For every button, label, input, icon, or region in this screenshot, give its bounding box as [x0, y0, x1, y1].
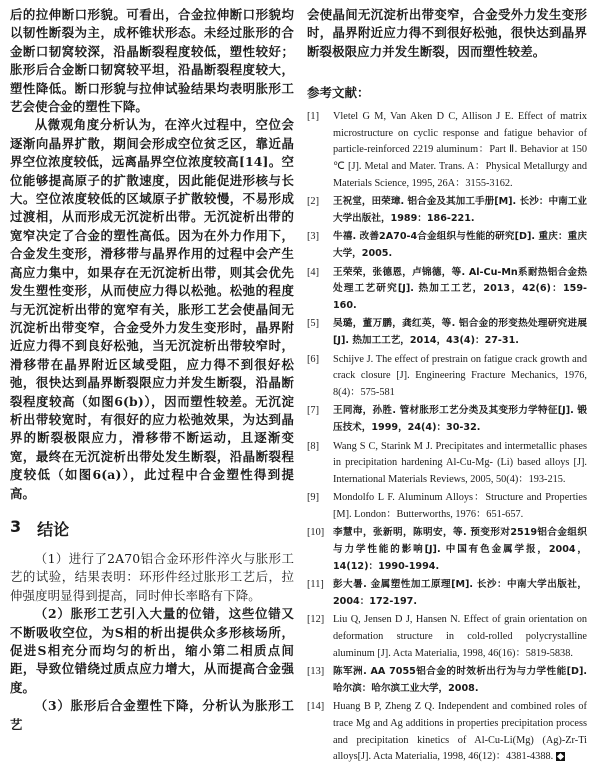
- section-number: 3: [10, 516, 22, 536]
- reference-item: [307, 490, 587, 523]
- reference-item: [307, 229, 587, 262]
- reference-item: [307, 352, 587, 402]
- reference-item: [307, 316, 587, 349]
- reference-number: [9]: [307, 492, 320, 504]
- reference-text: Mondolfo L F. Aluminum Alloys：Structure and Properties [M]. London：Butterworths, 1976：651-657.: [333, 492, 587, 520]
- conclusion-item: （1）进行了2A70铝合金环形件淬火与胀形工艺的试验，结果表明：环形件经过胀形工艺后，拉伸强度明显得到提高，同时伸长率略有下降。: [10, 550, 294, 603]
- reference-text: Huang B P, Zheng Z Q. Independent and combined roles of trace Mg and Ag additions in properties precipitation process and precipitation kinetics of Al-Cu-Li(Mg) (Ag)-Zr-Ti alloys[J]. Acta Materialia, 1998, 46(12)：4381-4388.: [333, 701, 587, 763]
- reference-item: [307, 525, 587, 575]
- reference-number: [4]: [307, 266, 320, 278]
- conclusion-item: （2）胀形工艺引入大量的位错，这些位错又不断吸收空位，为S相的析出提供众多形核场所，促进S相充分而均匀的析出，缩小第二相质点间距，导致位错绕过质点应力增大，从而提高合金强度。: [10, 606, 294, 695]
- reference-text: 牛禧. 改善2A70-4合金组织与性能的研究[D]. 重庆：重庆大学，2005.: [333, 231, 587, 259]
- reference-text: 吴璐，董万鹏，龚红英，等. 铝合金的形变热处理研究进展[J]. 热加工工艺，2014，43(4)：27-31.: [333, 318, 587, 346]
- reference-text: 王祝堂，田荣璋. 铝合金及其加工手册[M]. 长沙：中南工业大学出版社，1989：186-221.: [333, 196, 587, 224]
- conclusion-item: （3）胀形后合金塑性下降，分析认为胀形工艺: [10, 698, 294, 732]
- reference-item: [307, 194, 587, 227]
- end-of-article-icon: [556, 752, 565, 761]
- reference-number: [13]: [307, 666, 325, 678]
- reference-text: 王同海，孙胜. 管材胀形工艺分类及其变形力学特征[J]. 锻压技术，1999，24(4)：30-32.: [333, 405, 587, 433]
- reference-item: [307, 439, 587, 489]
- reference-number: [14]: [307, 701, 325, 713]
- reference-text: 陈军洲. AA 7055铝合金的时效析出行为与力学性能[D]. 哈尔滨：哈尔滨工业大学，2008.: [333, 666, 587, 694]
- left-column: [10, 6, 294, 734]
- reference-number: [5]: [307, 318, 320, 330]
- reference-list: [307, 109, 587, 766]
- reference-text: 王荣荣，张德恩，卢锦德，等. Al-Cu-Mn系耐热铝合金热处理工艺研究[J]. 热加工工艺，2013，42(6)：159-160.: [333, 266, 587, 311]
- reference-item: [307, 265, 587, 315]
- reference-item: [307, 403, 587, 436]
- reference-text: Liu Q, Jensen D J, Hansen N. Effect of grain orientation on deformation structure in cold-rolled polycrystalline aluminum [J]. Acta Materialia, 1998, 46(16)：5819-5838.: [333, 614, 587, 659]
- reference-item: [307, 699, 587, 765]
- reference-number: [6]: [307, 353, 320, 365]
- reference-number: [7]: [307, 405, 320, 417]
- body-paragraph: 从微观角度分析认为，在淬火过程中，空位会逐渐向晶界扩散，期间会形成空位贫乏区，靠近晶界空位浓度较低，远离晶界空位浓度较高[14]。空位能够提高原子的扩散速度，因此能促进形核与长大。空位浓度较低的区域原子扩散较慢，不易形成过渡相，从而形成无沉淀析出带。无沉淀析出带的宽窄决定了合金的塑性高低。因为在外力作用下，合金发生变形，滑移带与晶界作用的过程中会产生高应力集中，如果存在无沉淀析出带，则其会优先发生塑性变形，从而使应力得以松弛。松弛的程度与无沉淀析出带的宽窄有关，胀形工艺会使晶间无沉淀析出带变窄，合金受外力发生变形时，晶界附近应力得不到良好松弛，当无沉淀析出带较窄时，滑移带在晶界附近区域受阻，应力得不到很好松弛，很快达到晶界断裂限应力并发生断裂，沿晶断裂程度较高（如图6(b)），因而塑性较差。无沉淀析出带较宽时，有很好的应力松弛效果，为达到晶界的断裂极限应力，滑移带不断运动，且逐渐变宽，最终在无沉淀析出带处发生断裂，沿晶断裂程度较低（如图6(a)），此过程中合金塑性得到提高。: [10, 117, 294, 501]
- reference-text: 彭大暑. 金属塑性加工原理[M]. 长沙：中南大学出版社，2004：172-197.: [333, 579, 587, 607]
- reference-text: Vletel G M, Van Aken D C, Allison J E. Effect of matrix microstructure on cyclic response and fatigue behavior of particle-reinforced 2219 aluminum：Part Ⅱ. Behavior at 150 ℃ [J]. Metal and Mater. Trans. A：Physical Metallurgy and Materials Science, 1995, 26A：3155-3162.: [333, 111, 587, 189]
- reference-item: [307, 612, 587, 662]
- section-heading: [10, 517, 294, 540]
- reference-item: [307, 577, 587, 610]
- reference-item: [307, 109, 587, 192]
- body-paragraph-continued: 会使晶间无沉淀析出带变窄，合金受外力发生变形时，晶界附近应力得不到很好松弛，很快达到晶界断裂极限应力并发生断裂，因而塑性较差。: [307, 7, 587, 59]
- body-paragraph: 后的拉伸断口形貌。可看出，合金拉伸断口形貌均以韧性断裂为主，成杯锥状形态。未经过胀形的合金断口韧窝较深，沿晶断裂程度较低，塑性较好；胀形后合金断口韧窝较平坦，沿晶断裂程度较大，塑性降低。断口形貌与拉伸试验结果均表明胀形工艺会使合金的塑性下降。: [10, 7, 294, 115]
- references-title: 参考文献：: [307, 85, 370, 101]
- reference-number: [3]: [307, 231, 320, 243]
- right-column: [307, 6, 587, 768]
- reference-number: [2]: [307, 196, 320, 208]
- reference-number: [12]: [307, 614, 325, 626]
- reference-text: Wang S C, Starink M J. Precipitates and intermetallic phases in precipitation hardening Al-Cu-Mg- (Li) based alloys [J]. International Materials Reviews, 2005, 50(4)：193-215.: [333, 440, 587, 485]
- reference-number: [10]: [307, 527, 325, 539]
- reference-text: 李慧中，张新明，陈明安，等. 预变形对2519铝合金组织与力学性能的影响[J]. 中国有色金属学报，2004，14(12)：1990-1994.: [333, 527, 587, 572]
- reference-number: [8]: [307, 440, 320, 452]
- section-title: 结论: [37, 519, 70, 539]
- reference-text: Schijve J. The effect of prestrain on fatigue crack growth and crack closure [J]. Engineering Fracture Mechanics, 1976, 8(4)：575-581: [333, 353, 587, 398]
- reference-number: [11]: [307, 579, 324, 591]
- reference-item: [307, 664, 587, 697]
- reference-number: [1]: [307, 111, 320, 123]
